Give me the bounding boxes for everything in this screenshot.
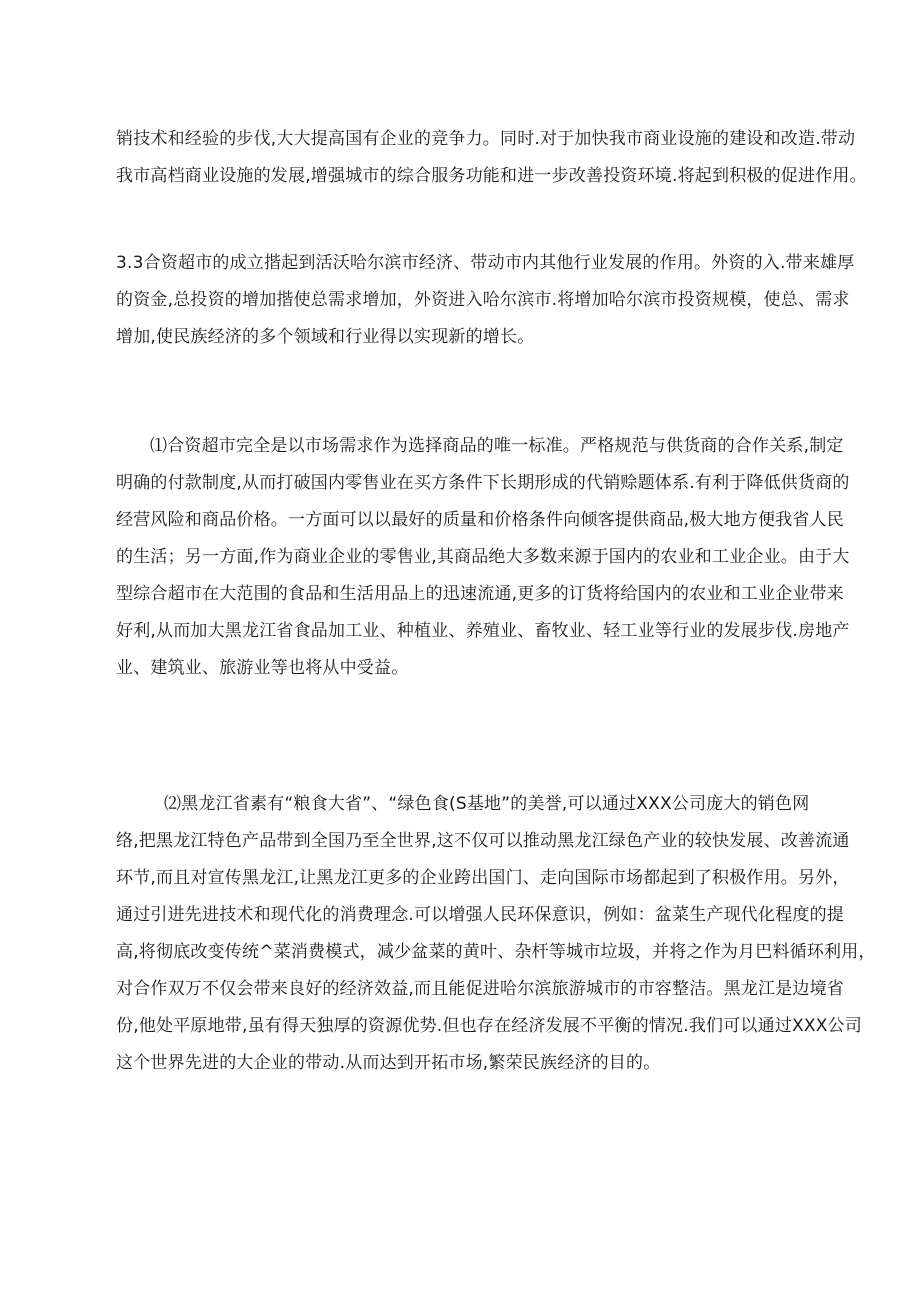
paragraph-line: 对合作双万不仅会带来良好的经济效益,而且能促进哈尔滨旅游城市的市容整洁。黑龙江是边境省 (116, 979, 845, 999)
paragraph-line: 我市高档商业设施的发展,增强城市的综合服务功能和进一步改善投资环境.将起到积极的促进作用。 (116, 166, 867, 186)
paragraph-line: 经营风险和商品价格。一方面可以以最好的质量和价格条件向倾客提供商品,极大地方便我省人民 (116, 510, 845, 530)
paragraph-line: 的资金,总投资的增加揩使总需求增加，外资进入哈尔滨市.将增加哈尔滨市投资规模，使总、需求 (116, 290, 850, 310)
paragraph-line: 明确的付款制度,从而打破国内零售业在买方条件下长期形成的代销赊题体系.有利于降低供货商的 (116, 473, 850, 493)
paragraph-line: ⑵黑龙江省素有“粮食大省”、“绿色食(S基地”的美誉,可以通过XXX公司庞大的销色网 (164, 794, 810, 814)
paragraph-line: 好利,从而加大黑龙江省食品加工业、种植业、养殖业、畜牧业、轻工业等行业的发展步伐.房地产 (116, 621, 850, 641)
paragraph-line: 络,把黑龙江特色产品带到全国乃至全世界,这不仅可以推动黑龙江绿色产业的较快发展、改善流通 (116, 831, 850, 851)
paragraph-line: 这个世界先进的大企业的带动.从而达到开拓市场,繁荣民族经济的目的。 (116, 1053, 661, 1073)
paragraph-line: 份,他处平原地带,虽有得天独厚的资源优势.但也存在经济发展不平衡的情况.我们可以通过XXX公司 (116, 1016, 862, 1036)
paragraph-line: 通过引进先进技术和现代化的消费理念.可以增强人民环保意识，例如：盆菜生产现代化程度的提 (116, 905, 845, 925)
paragraph-line: ⑴合资超市完全是以市场需求作为选择商品的唯一标准。严格规范与供货商的合作关系,制定 (150, 436, 844, 456)
paragraph-line: 的生活；另一方面,作为商业企业的零售业,其商品绝大多数来源于国内的农业和工业企业。由于大 (116, 547, 850, 567)
paragraph-2 (116, 245, 855, 356)
paragraph-3 (116, 428, 850, 687)
paragraph-line: 环节,而且对宣传黑龙江,让黑龙江更多的企业跨出国门、走向国际市场都起到了积极作用。另外， (116, 868, 850, 888)
paragraph-line: 业、建筑业、旅游业等也将从中受益。 (116, 658, 409, 678)
paragraph-1 (116, 121, 867, 195)
paragraph-line: 销技术和经验的步伐,大大提高国有企业的竞争力。同时.对于加快我市商业设施的建设和改造.带动 (116, 129, 856, 149)
paragraph-line: 增加,使民族经济的多个领域和行业得以实现新的增长。 (116, 327, 535, 347)
paragraph-line: 3.3合资超市的成立揩起到活沃哈尔滨市经济、带动市内其他行业发展的作用。外资的入.带来雄厚 (116, 253, 855, 273)
paragraph-line: 型综合超市在大范围的食品和生活用品上的迅速流通,更多的订货将给国内的农业和工业企业带来 (116, 584, 845, 604)
paragraph-line: 高,将彻底改变传统^菜消费模式，减少盆菜的黄叶、杂杆等城市垃圾，并将之作为月巴料循环利用， (116, 942, 876, 962)
paragraph-4 (116, 786, 876, 1082)
